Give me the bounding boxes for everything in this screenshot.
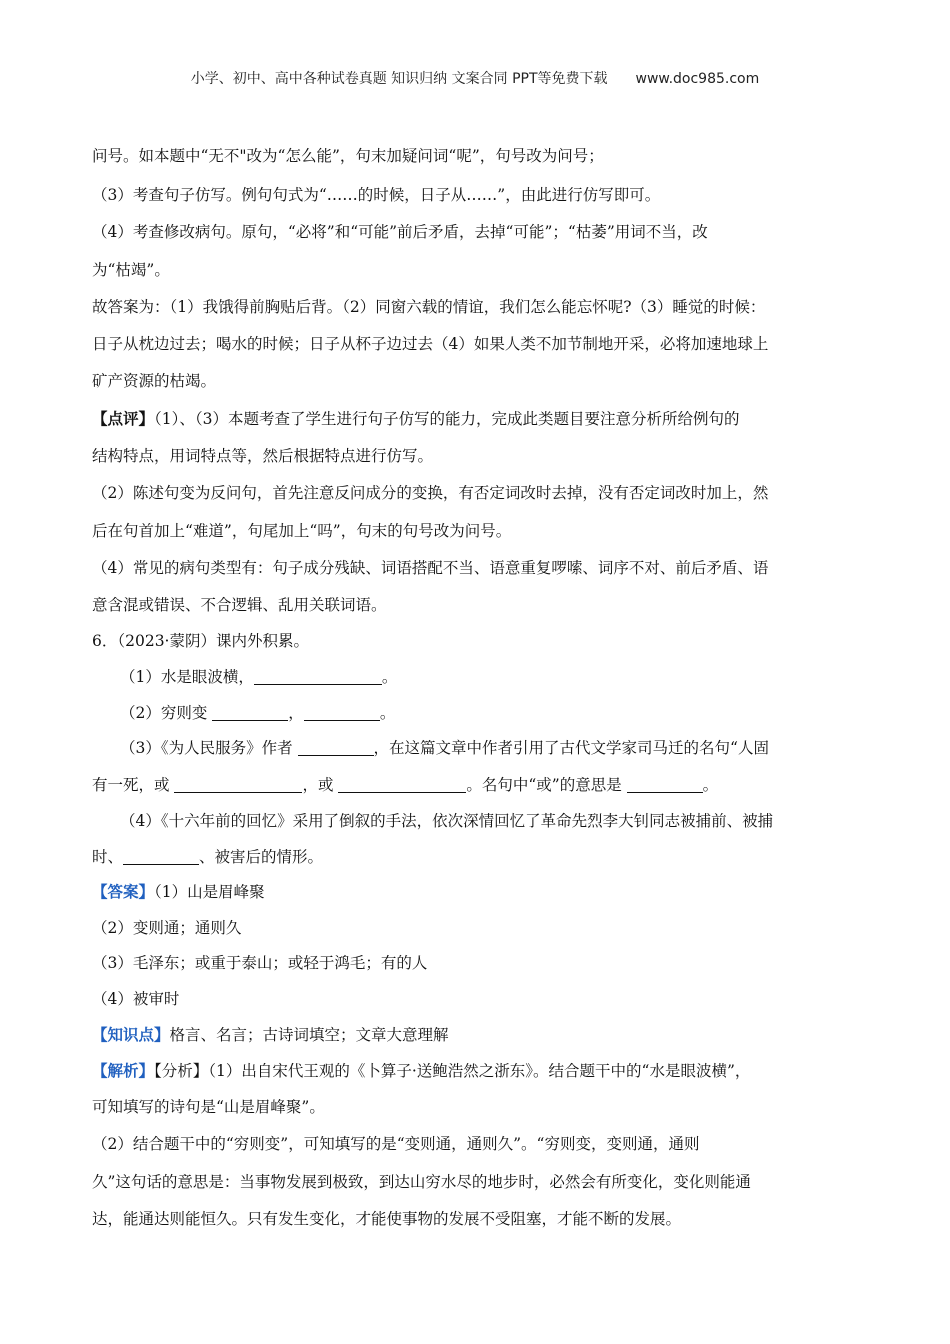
fill-blank[interactable] bbox=[298, 739, 374, 756]
text-line: （3）考查句子仿写。例句句式为“……的时候，日子从……”，由此进行仿写即可。 bbox=[92, 186, 661, 204]
analysis-line: 可知填写的诗句是“山是眉峰聚”。 bbox=[92, 1098, 325, 1116]
question-item bbox=[120, 703, 395, 723]
text-line: 意含混或错误、不合逻辑、乱用关联词语。 bbox=[92, 596, 387, 614]
question-item bbox=[120, 667, 397, 687]
text-line: 后在句首加上“难道”，句尾加上“吗”，句末的句号改为问号。 bbox=[92, 522, 512, 540]
text-span: 。 bbox=[702, 776, 719, 794]
text-line: 故答案为：（1）我饿得前胸贴后背。（2）同窗六载的情谊，我们怎么能忘怀呢?（3）睡觉的时候： bbox=[92, 298, 766, 316]
text-span: 。名句中“或”的意思是 bbox=[466, 776, 627, 794]
text-span: 格言、名言；古诗词填空；文章大意理解 bbox=[169, 1026, 449, 1044]
answer-line bbox=[92, 882, 265, 902]
answer-line: （4）被审时 bbox=[92, 990, 180, 1008]
text-span: 时、 bbox=[92, 848, 124, 866]
text-span: 。 bbox=[379, 704, 396, 722]
text-span: 【分析】（1）出自宋代王观的《卜算子·送鲍浩然之浙东》。结合题干中的“水是眼波横”， bbox=[154, 1062, 751, 1080]
question-item bbox=[92, 775, 718, 795]
text-span: （1）山是眉峰聚 bbox=[154, 883, 265, 901]
analysis-tag: 【解析】 bbox=[92, 1061, 155, 1080]
fill-blank[interactable] bbox=[212, 704, 288, 721]
text-span: （1）水是眼波横， bbox=[120, 668, 254, 686]
text-line: 矿产资源的枯竭。 bbox=[92, 372, 217, 390]
analysis-line: （2）结合题干中的“穷则变”，可知填写的是“变则通，通则久”。“穷则变，变则通，通则 bbox=[92, 1135, 700, 1153]
text-line: 结构特点，用词特点等，然后根据特点进行仿写。 bbox=[92, 447, 434, 465]
text-span: 。 bbox=[381, 668, 398, 686]
text-span: （1）、（3）本题考查了学生进行句子仿写的能力，完成此类题目要注意分析所给例句的 bbox=[154, 410, 740, 428]
text-line: 日子从枕边过去；喝水的时候；日子从杯子边过去（4）如果人类不加节制地开采，必将加速地球上 bbox=[92, 335, 769, 353]
question-item bbox=[120, 738, 769, 758]
comment-tag: 【点评】 bbox=[92, 409, 155, 428]
knowledge-line bbox=[92, 1025, 449, 1045]
text-line: （2）陈述句变为反问句，首先注意反问成分的变换，有否定词改时去掉，没有否定词改时加上，然 bbox=[92, 484, 769, 502]
text-line: （4）考查修改病句。原句，“必将”和“可能”前后矛盾，去掉“可能”；“枯萎”用词不当，改 bbox=[92, 223, 708, 241]
text-line: 问号。如本题中“无不"改为“怎么能”，句末加疑问词“呢”，句号改为问号； bbox=[92, 147, 604, 165]
fill-blank[interactable] bbox=[304, 704, 380, 721]
fill-blank[interactable] bbox=[254, 668, 382, 685]
answer-line: （2）变则通；通则久 bbox=[92, 919, 242, 937]
answer-tag: 【答案】 bbox=[92, 882, 155, 901]
fill-blank[interactable] bbox=[627, 776, 703, 793]
page-header bbox=[0, 68, 950, 88]
knowledge-tag: 【知识点】 bbox=[92, 1025, 170, 1044]
fill-blank[interactable] bbox=[174, 776, 302, 793]
text-span: ，在这篇文章中作者引用了古代文学家司马迁的名句“人固 bbox=[373, 739, 769, 757]
header-site-link[interactable]: www.doc985.com bbox=[635, 71, 760, 87]
fill-blank[interactable] bbox=[338, 776, 466, 793]
text-span: （3）《为人民服务》作者 bbox=[120, 739, 298, 757]
question-number: 6．（2023·蒙阴）课内外积累。 bbox=[92, 632, 309, 650]
text-line: 为“枯竭”。 bbox=[92, 261, 170, 279]
question-item bbox=[92, 847, 323, 867]
analysis-line bbox=[92, 1061, 750, 1081]
text-span: （2）穷则变 bbox=[120, 704, 213, 722]
text-span: 、被害后的情形。 bbox=[199, 848, 324, 866]
text-line bbox=[92, 409, 740, 429]
text-span: 有一死，或 bbox=[92, 776, 175, 794]
analysis-line: 达，能通达则能恒久。只有发生变化，才能使事物的发展不受阻塞，才能不断的发展。 bbox=[92, 1210, 682, 1228]
analysis-line: 久”这句话的意思是：当事物发展到极致，到达山穷水尽的地步时，必然会有所变化，变化则能通 bbox=[92, 1173, 751, 1191]
text-span: ， bbox=[288, 704, 304, 722]
header-text: 小学、初中、高中各种试卷真题 知识归纳 文案合同 PPT等免费下载 bbox=[190, 71, 608, 87]
text-span: ，或 bbox=[302, 776, 339, 794]
question-item: （4）《十六年前的回忆》采用了倒叙的手法，依次深情回忆了革命先烈李大钊同志被捕前、被捕 bbox=[120, 812, 774, 830]
text-line: （4）常见的病句类型有：句子成分残缺、词语搭配不当、语意重复啰嗦、词序不对、前后矛盾、语 bbox=[92, 559, 769, 577]
fill-blank[interactable] bbox=[123, 848, 199, 865]
answer-line: （3）毛泽东；或重于泰山；或轻于鸿毛；有的人 bbox=[92, 954, 428, 972]
